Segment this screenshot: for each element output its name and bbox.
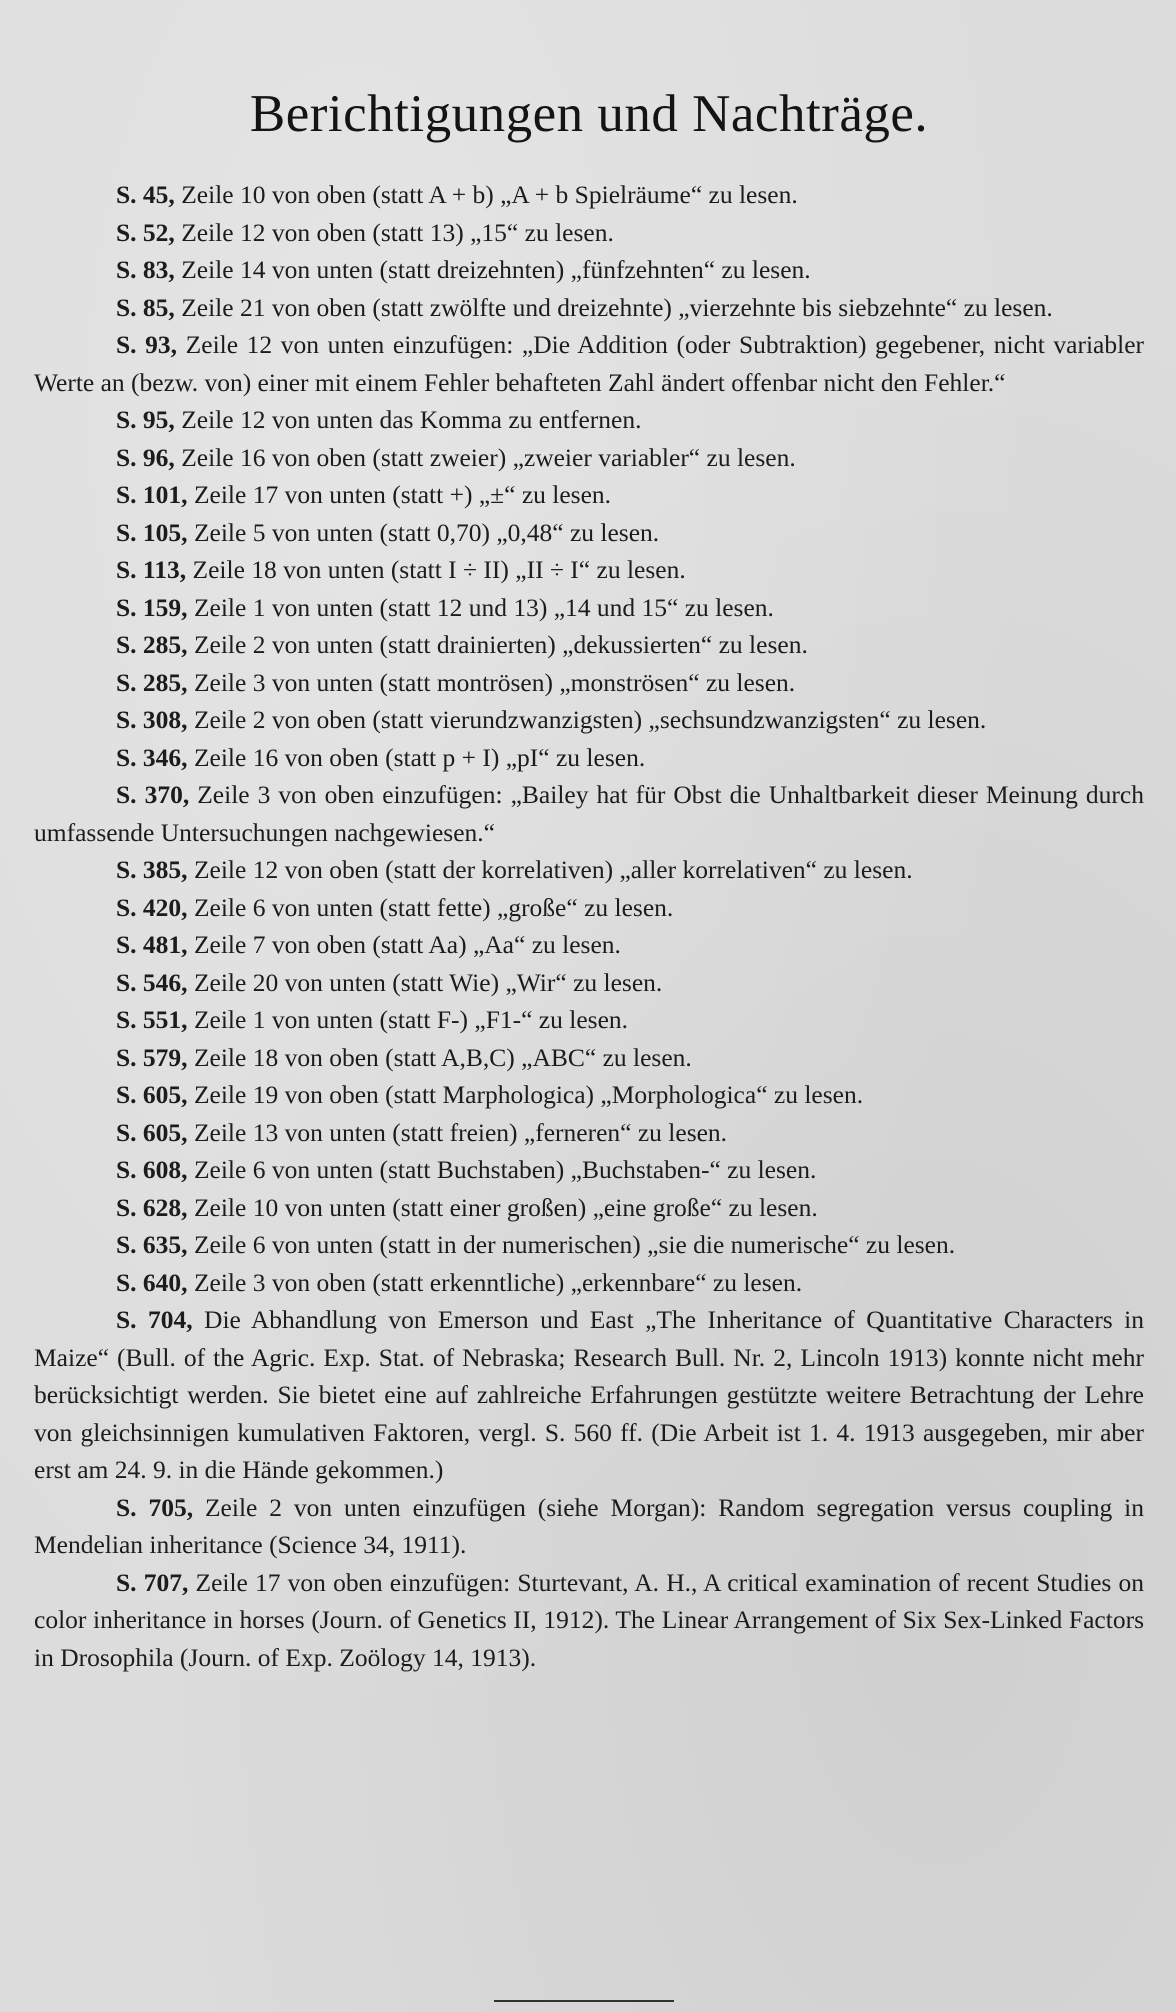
errata-entry [34, 326, 1144, 401]
correction-text: Zeile 18 von oben (statt A,B,C) „ABC“ zu lesen. [187, 1042, 692, 1072]
errata-entry [34, 289, 1144, 327]
page-reference: S. 420, [116, 892, 188, 922]
closing-rule [494, 2000, 674, 2002]
page-reference: S. 705, [116, 1492, 194, 1522]
page-reference: S. 385, [116, 855, 188, 884]
page-reference: S. 285, [116, 667, 188, 697]
page-reference: S. 608, [116, 1155, 188, 1184]
correction-text: Zeile 21 von oben (statt zwölfte und dreizehnte) „vierzehnte bis siebzehnte“ zu lesen. [174, 292, 1053, 322]
page-reference: S. 95, [116, 405, 175, 434]
page-reference: S. 546, [116, 967, 188, 997]
correction-text: Zeile 3 von oben einzufügen: „Bailey hat für Obst die Unhaltbarkeit dieser Meinung durch umfassende Untersuchungen nachgewiesen.“ [34, 780, 1144, 847]
page-reference: S. 308, [116, 705, 188, 734]
page-reference: S. 704, [116, 1305, 193, 1334]
page-reference: S. 96, [116, 442, 175, 472]
errata-entry [34, 1564, 1144, 1677]
page-reference: S. 159, [116, 592, 188, 622]
correction-text: Zeile 6 von unten (statt Buchstaben) „Buchstaben-“ zu lesen. [187, 1155, 817, 1184]
correction-text: Zeile 13 von unten (statt freien) „ferneren“ zu lesen. [187, 1117, 728, 1147]
errata-entry [34, 551, 1144, 589]
correction-text: Zeile 2 von unten (statt drainierten) „dekussierten“ zu lesen. [187, 630, 808, 659]
page-reference: S. 605, [116, 1117, 188, 1147]
errata-entry [34, 251, 1144, 289]
errata-entry [34, 1226, 1144, 1264]
errata-entry [34, 589, 1144, 627]
correction-text: Zeile 12 von oben (statt 13) „15“ zu lesen. [174, 217, 614, 247]
correction-text: Zeile 19 von oben (statt Marphologica) „Morphologica“ zu lesen. [187, 1080, 864, 1109]
errata-entry [34, 401, 1144, 439]
correction-text: Zeile 6 von unten (statt fette) „große“ zu lesen. [187, 892, 674, 922]
errata-entry [34, 926, 1144, 964]
errata-entry [34, 1301, 1144, 1489]
page-reference: S. 635, [116, 1230, 188, 1259]
errata-entry [34, 439, 1144, 477]
correction-text: Zeile 16 von oben (statt zweier) „zweier variabler“ zu lesen. [174, 442, 796, 472]
errata-entry [34, 739, 1144, 777]
correction-text: Zeile 1 von unten (statt F-) „F1-“ zu lesen. [187, 1005, 629, 1034]
errata-entry [34, 626, 1144, 664]
correction-text: Zeile 10 von oben (statt A + b) „A + b Spielräume“ zu lesen. [174, 180, 798, 209]
errata-entry [34, 964, 1144, 1002]
page-reference: S. 101, [116, 480, 188, 509]
page-reference: S. 481, [116, 930, 188, 959]
errata-entry [34, 1114, 1144, 1152]
correction-text: Zeile 12 von unten einzufügen: „Die Addition (oder Subtraktion) gegebener, nicht variabler Werte an (bezw. von) einer mit einem Fehler behafteten Zahl ändert offenbar nicht den Fehler.“ [34, 330, 1144, 397]
page-reference: S. 52, [116, 217, 175, 247]
page-title: Berichtigungen und Nachträge. [249, 85, 929, 143]
correction-text: Zeile 6 von unten (statt in der numerischen) „sie die numerische“ zu lesen. [187, 1230, 956, 1259]
correction-text: Zeile 14 von unten (statt dreizehnten) „fünfzehnten“ zu lesen. [174, 255, 811, 284]
page-reference: S. 640, [116, 1267, 188, 1297]
errata-entry [34, 1489, 1144, 1564]
page-reference: S. 83, [116, 255, 175, 284]
correction-text: Zeile 3 von unten (statt montrösen) „monströsen“ zu lesen. [187, 667, 796, 697]
page-reference: S. 605, [116, 1080, 188, 1109]
correction-text: Zeile 3 von oben (statt erkenntliche) „erkennbare“ zu lesen. [187, 1267, 803, 1297]
page-reference: S. 285, [116, 630, 188, 659]
errata-entry [34, 851, 1144, 889]
correction-text: Zeile 18 von unten (statt I ÷ II) „II ÷ I“ zu lesen. [186, 555, 686, 584]
correction-text: Zeile 12 von unten das Komma zu entfernen. [174, 405, 642, 434]
page-reference: S. 346, [116, 742, 188, 772]
errata-entry [34, 1151, 1144, 1189]
errata-entry [34, 1039, 1144, 1077]
errata-entry [34, 214, 1144, 252]
correction-text: Zeile 1 von unten (statt 12 und 13) „14 und 15“ zu lesen. [187, 592, 774, 622]
page-reference: S. 370, [116, 780, 190, 809]
errata-entry [34, 514, 1144, 552]
errata-entry [34, 176, 1144, 214]
correction-text: Zeile 20 von unten (statt Wie) „Wir“ zu lesen. [187, 967, 663, 997]
correction-text: Zeile 10 von unten (statt einer großen) „eine große“ zu lesen. [187, 1192, 818, 1222]
errata-entry [34, 776, 1144, 851]
errata-entry [34, 1001, 1144, 1039]
page-reference: S. 113, [116, 555, 187, 584]
errata-entry [34, 1264, 1144, 1302]
correction-text: Zeile 12 von oben (statt der korrelativen) „aller korrelativen“ zu lesen. [187, 855, 913, 884]
correction-text: Zeile 2 von unten einzufügen (siehe Morgan): Random segregation versus coupling in Mendelian inheritance (Science 34, 1911). [34, 1492, 1144, 1559]
correction-text: Zeile 16 von oben (statt p + I) „pI“ zu lesen. [187, 742, 646, 772]
page-reference: S. 551, [116, 1005, 188, 1034]
correction-text: Zeile 7 von oben (statt Aa) „Aa“ zu lesen. [187, 930, 621, 959]
errata-entry [34, 701, 1144, 739]
errata-entry [34, 476, 1144, 514]
correction-text: Zeile 17 von oben einzufügen: Sturtevant, A. H., A critical examination of recent Studies on color inheritance in horses (Journ. of Genetics II, 1912). The Linear Arrangement of Six Sex-Linked Factors in Drosophila (Journ. of Exp. Zoölogy 14, 1913). [34, 1567, 1144, 1672]
errata-list [34, 176, 1144, 1676]
page-reference: S. 85, [116, 292, 175, 322]
correction-text: Zeile 2 von oben (statt vierundzwanzigsten) „sechsundzwanzigsten“ zu lesen. [187, 705, 987, 734]
correction-text: Zeile 17 von unten (statt +) „±“ zu lesen. [187, 480, 612, 509]
errata-entry [34, 664, 1144, 702]
page-reference: S. 628, [116, 1192, 188, 1222]
correction-text: Die Abhandlung von Emerson und East „The Inheritance of Quantitative Characters in Maize“ (Bull. of the Agric. Exp. Stat. of Nebraska; Research Bull. Nr. 2, Lincoln 1913) konnte nicht mehr berücksichtigt werden. Sie bietet eine auf zahlreiche Erfahrungen gestützte weitere Betrachtung der Lehre von gleichsinnigen kumulativen Faktoren, vergl. S. 560 ff. (Die Arbeit ist 1. 4. 1913 ausgegeben, mir aber erst am 24. 9. in die Hände gekommen.) [34, 1305, 1144, 1484]
correction-text: Zeile 5 von unten (statt 0,70) „0,48“ zu lesen. [187, 517, 660, 547]
page-reference: S. 579, [116, 1042, 188, 1072]
page-reference: S. 93, [116, 330, 178, 359]
page-reference: S. 707, [116, 1567, 189, 1597]
document-page [34, 0, 1144, 2012]
errata-entry [34, 1076, 1144, 1114]
errata-entry [34, 889, 1144, 927]
page-reference: S. 45, [116, 180, 175, 209]
page-reference: S. 105, [116, 517, 188, 547]
errata-entry [34, 1189, 1144, 1227]
